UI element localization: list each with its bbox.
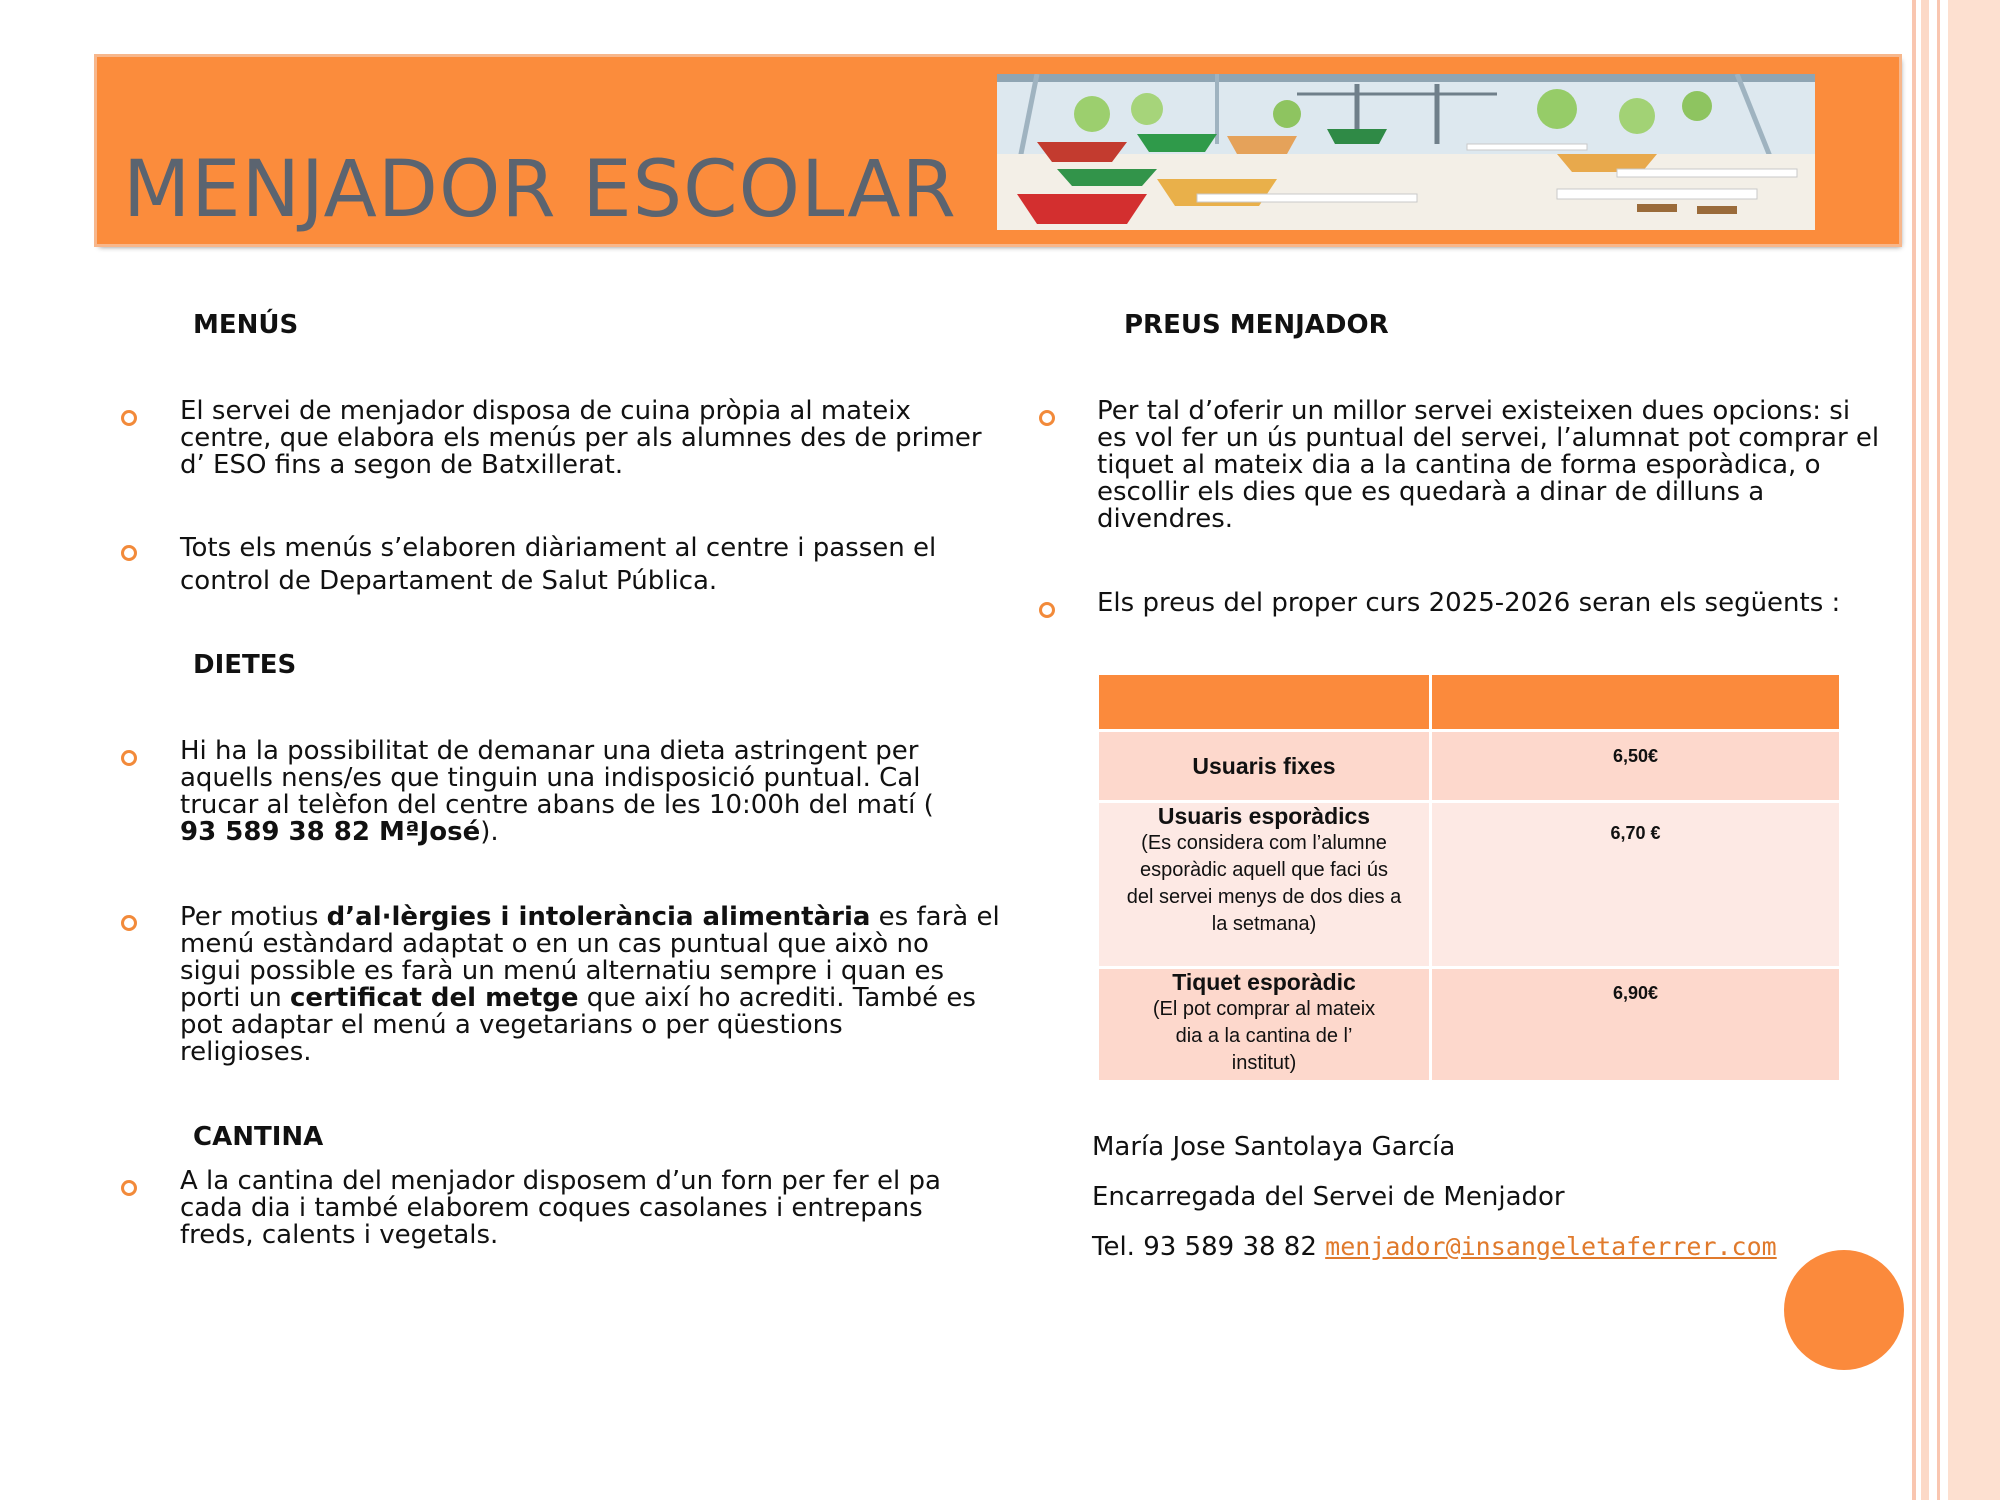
- header-banner: [97, 57, 1899, 244]
- right-stripe-3: [1937, 0, 1940, 1500]
- phone-contact: 93 589 38 82 MªJosé: [180, 817, 481, 847]
- email-link[interactable]: menjador@insangeletaferrer.com: [1325, 1232, 1777, 1261]
- row-price: 6,50€: [1612, 746, 1659, 766]
- bullet-icon: [1039, 410, 1055, 426]
- right-stripe-4: [1948, 0, 2000, 1500]
- dietes-heading: DIETES: [193, 650, 297, 680]
- price-table: [1096, 672, 1842, 1083]
- preus-heading: PREUS MENJADOR: [1124, 310, 1389, 340]
- bullet-icon: [121, 1180, 137, 1196]
- right-stripe-2: [1921, 0, 1929, 1500]
- bullet-icon: [1039, 602, 1055, 618]
- menus-paragraph-1: El servei de menjador disposa de cuina pròpia al mateix centre, que elabora els menús per als alumnes des de primer d’ ESO fins a segon de Batxillerat.: [180, 396, 982, 480]
- table-row: Usuaris esporàdics (Es considera com l’alumne esporàdic aquell que faci ús del servei menys de dos dies a la setmana) 6,70 €: [1099, 803, 1839, 966]
- row-price: 6,90€: [1612, 983, 1659, 1003]
- preus-paragraph-2: Els preus del proper curs 2025-2026 seran els següents :: [1097, 588, 1841, 618]
- decorative-circle: [1784, 1250, 1904, 1370]
- cantina-paragraph: A la cantina del menjador disposem d’un forn per fer el pa cada dia i també elaborem coques casolanes i entrepans freds, calents i vegetals.: [180, 1166, 941, 1250]
- menus-heading: MENÚS: [193, 310, 299, 340]
- dietes-paragraph-2: Per motius d’al·lèrgies i intolerància alimentària es farà el menú estàndard adaptat o en un cas puntual que això no sigui possible es farà un menú alternatiu sempre i quan es porti un certificat del metge que així ho acrediti. També es pot adaptar el menú a vegetarians o per qüestions religioses.: [180, 902, 1000, 1067]
- bullet-icon: [121, 915, 137, 931]
- row-price: 6,70 €: [1610, 823, 1661, 843]
- cantina-heading: CANTINA: [193, 1122, 324, 1152]
- row-label: Tiquet esporàdic: [1172, 969, 1356, 995]
- dietes-paragraph-1: Hi ha la possibilitat de demanar una dieta astringent per aquells nens/es que tinguin una indisposició puntual. Cal trucar al telèfon del centre abans de les 10:00h del matí ( 93 589 38 82 MªJosé).: [180, 736, 934, 847]
- bullet-icon: [121, 545, 137, 561]
- dining-hall-illustration: [997, 74, 1815, 230]
- contact-role: Encarregada del Servei de Menjador: [1092, 1182, 1565, 1212]
- table-row: [1099, 732, 1839, 800]
- row-label: Usuaris esporàdics: [1157, 803, 1371, 829]
- row-label: Usuaris fixes: [1192, 752, 1336, 779]
- menus-paragraph-2: Tots els menús s’elaboren diàriament al centre i passen el control de Departament de Salut Pública.: [180, 533, 937, 596]
- page-title: MENJADOR ESCOLAR: [123, 145, 957, 235]
- bullet-icon: [121, 750, 137, 766]
- contact-name: María Jose Santolaya García: [1092, 1132, 1456, 1162]
- table-row: Tiquet esporàdic (El pot comprar al mateix dia a la cantina de l’ institut) 6,90€: [1099, 969, 1839, 1080]
- contact-tel: Tel. 93 589 38 82 menjador@insangeletaferrer.com: [1092, 1232, 1777, 1262]
- right-stripe-1: [1912, 0, 1916, 1500]
- bullet-icon: [121, 410, 137, 426]
- preus-paragraph-1: Per tal d’oferir un millor servei existeixen dues opcions: si es vol fer un ús puntual del servei, l’alumnat pot comprar el tiquet al mateix dia a la cantina de forma esporàdica, o escollir els dies que es quedarà a dinar de dilluns a divendres.: [1097, 396, 1880, 534]
- table-header-row: [1099, 675, 1839, 729]
